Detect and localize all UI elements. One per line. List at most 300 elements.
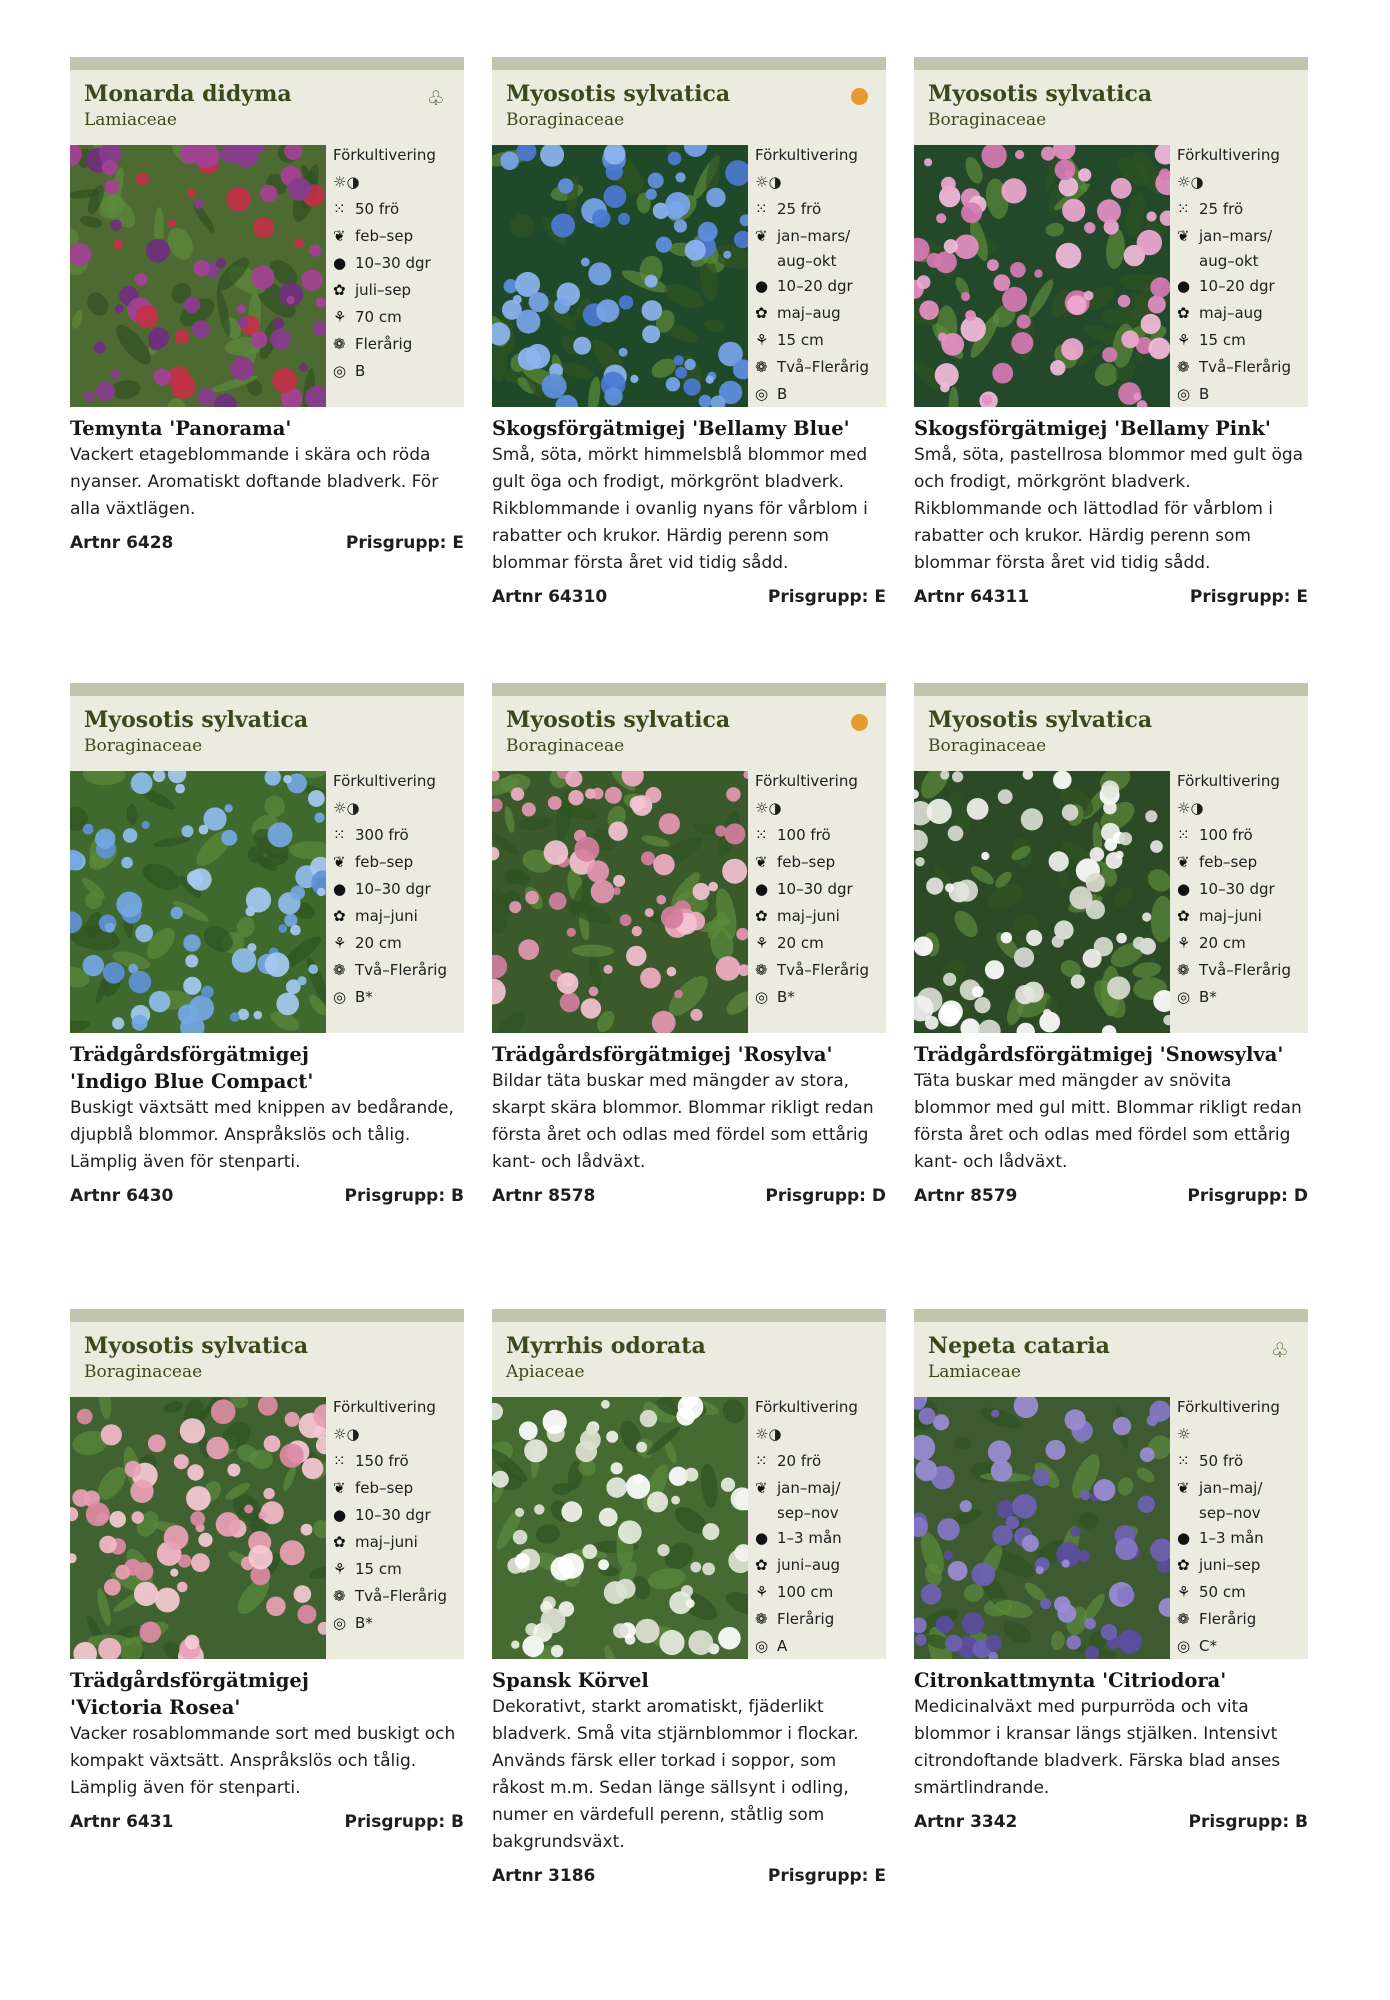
plant-photo-image xyxy=(70,145,326,407)
plant-photo-image xyxy=(914,1397,1170,1659)
germination-row xyxy=(333,251,463,278)
latin-name: Monarda didyma xyxy=(84,81,292,107)
lifecycle-icon: ❁ xyxy=(333,1587,346,1605)
card-footer xyxy=(914,1812,1308,1832)
height-icon: ⚘ xyxy=(1177,934,1191,952)
seeds-icon: ⁙ xyxy=(333,826,346,844)
bloom-row xyxy=(1177,301,1307,328)
description: Vackert etageblommande i skära och röda nyanser. Aromatiskt doftande bladverk. För alla växtlägen. xyxy=(70,445,439,519)
sowing-time: jan–maj/ sep–nov xyxy=(777,1479,841,1522)
lifecycle-icon: ❁ xyxy=(1177,1610,1190,1628)
zone-icon: ◎ xyxy=(1177,385,1191,403)
sprout-icon: ❦ xyxy=(1177,1479,1190,1497)
germination-row xyxy=(1177,877,1307,904)
plant-photo xyxy=(70,771,326,1033)
card-header xyxy=(492,683,886,1033)
hardiness-zone: B* xyxy=(777,988,795,1006)
article-number: Artnr 8579 xyxy=(914,1186,1018,1206)
height-row xyxy=(333,1557,463,1584)
light-row xyxy=(1177,1422,1307,1449)
growing-info xyxy=(755,1396,885,1661)
product-card[interactable] xyxy=(492,57,886,683)
zone-icon: ◎ xyxy=(1177,988,1191,1006)
plant-family: Lamiaceae xyxy=(84,110,177,130)
plant-family: Boraginaceae xyxy=(928,110,1047,130)
card-footer xyxy=(492,1186,886,1206)
height-row xyxy=(333,931,463,958)
germination-row xyxy=(755,274,885,301)
growing-info xyxy=(333,770,463,1012)
zone-icon: ◎ xyxy=(333,1614,347,1632)
common-name: Trädgårdsförgätmigej 'Victoria Rosea' xyxy=(70,1669,309,1719)
bloom-row xyxy=(1177,904,1307,931)
seeds-icon: ⁙ xyxy=(1177,200,1190,218)
product-card[interactable] xyxy=(914,683,1308,1309)
price-group: Prisgrupp: E xyxy=(767,1866,886,1886)
bloom-row xyxy=(333,1530,463,1557)
plant-family: Boraginaceae xyxy=(506,110,625,130)
card-header xyxy=(492,1309,886,1659)
bloom-row xyxy=(755,1553,885,1580)
lifecycle-row xyxy=(1177,1607,1307,1634)
bloom-time: maj–aug xyxy=(777,304,841,322)
bloom-time: juni–aug xyxy=(777,1556,841,1574)
cultivation-label: Förkultivering xyxy=(1177,1398,1280,1416)
lifecycle-icon: ❁ xyxy=(333,335,346,353)
common-name: Trädgårdsförgätmigej 'Rosylva' xyxy=(492,1043,833,1066)
lifecycle-row xyxy=(755,355,885,382)
card-footer xyxy=(492,587,886,607)
germination-time: 10–30 dgr xyxy=(355,1506,431,1524)
germination-time: 1–3 mån xyxy=(1199,1529,1264,1547)
sprout-icon: ❦ xyxy=(1177,853,1190,871)
sun-icon: ☼◑ xyxy=(1177,799,1204,817)
growing-info xyxy=(1177,144,1307,409)
seed-count: 100 frö xyxy=(777,826,831,844)
germination-row xyxy=(755,877,885,904)
lifecycle: Flerårig xyxy=(1199,1610,1257,1628)
lifecycle-icon: ❁ xyxy=(333,961,346,979)
hardiness-zone: B* xyxy=(355,988,373,1006)
plant-family: Boraginaceae xyxy=(928,736,1047,756)
seed-count: 50 frö xyxy=(355,200,400,218)
sprout-icon: ❦ xyxy=(333,227,346,245)
card-header xyxy=(914,683,1308,1033)
product-card[interactable] xyxy=(70,1309,464,1935)
card-footer xyxy=(70,533,464,553)
lifecycle-icon: ❁ xyxy=(755,358,768,376)
article-number: Artnr 64311 xyxy=(914,587,1030,607)
seed-count: 25 frö xyxy=(1199,200,1244,218)
lifecycle-icon: ❁ xyxy=(1177,358,1190,376)
plant-photo xyxy=(70,145,326,407)
zone-row xyxy=(755,985,885,1012)
common-name: Skogsförgätmigej 'Bellamy Blue' xyxy=(492,417,850,440)
sowing-time: feb–sep xyxy=(355,853,414,871)
germination-row xyxy=(755,1526,885,1553)
hardiness-zone: B xyxy=(1199,385,1210,403)
card-header xyxy=(70,57,464,407)
card-header xyxy=(70,1309,464,1659)
sowing-time: jan–mars/ aug–okt xyxy=(777,227,851,270)
card-footer xyxy=(914,1186,1308,1206)
cultivation-label: Förkultivering xyxy=(333,772,436,790)
common-name: Trädgårdsförgätmigej 'Snowsylva' xyxy=(914,1043,1284,1066)
bloom-time: juli–sep xyxy=(355,281,412,299)
card-header xyxy=(492,57,886,407)
sun-icon: ☼◑ xyxy=(333,1425,360,1443)
price-group: Prisgrupp: B xyxy=(344,1186,464,1206)
description: Buskigt växtsätt med knippen av bedårande, djupblå blommor. Anspråkslös och tålig. Lämplig även för stenparti. xyxy=(70,1098,454,1172)
seed-count: 300 frö xyxy=(355,826,409,844)
bloom-row xyxy=(1177,1553,1307,1580)
lifecycle-row xyxy=(755,958,885,985)
plant-height: 70 cm xyxy=(355,308,402,326)
seed-count: 20 frö xyxy=(777,1452,822,1470)
article-number: Artnr 6430 xyxy=(70,1186,174,1206)
plant-height: 20 cm xyxy=(1199,934,1246,952)
zone-row xyxy=(1177,382,1307,409)
latin-name: Myrrhis odorata xyxy=(506,1333,706,1359)
height-icon: ⚘ xyxy=(333,308,347,326)
description: Täta buskar med mängder av snövita blommor med gul mitt. Blommar rikligt redan första året och odlas med fördel som ettårig kant- och lådväxt. xyxy=(914,1071,1302,1172)
germination-time: 10–30 dgr xyxy=(1199,880,1275,898)
price-group: Prisgrupp: B xyxy=(1188,1812,1308,1832)
growing-info xyxy=(755,770,885,1012)
plant-photo-image xyxy=(70,1397,326,1659)
plant-photo xyxy=(70,1397,326,1659)
latin-name: Myosotis sylvatica xyxy=(84,707,309,733)
zone-icon: ◎ xyxy=(755,1637,769,1655)
description: Små, söta, mörkt himmelsblå blommor med gult öga och frodigt, mörkgrönt bladverk. Rikblommande i ovanlig nyans för vårblom i rabatter och krukor. Härdig perenn som blommar första året vid tidig sådd. xyxy=(492,445,868,573)
plant-height: 15 cm xyxy=(355,1560,402,1578)
plant-height: 20 cm xyxy=(355,934,402,952)
light-row xyxy=(333,796,463,823)
plant-photo-image xyxy=(492,771,748,1033)
description: Bildar täta buskar med mängder av stora, skarpt skära blommor. Blommar rikligt redan första året och odlas med fördel som ettårig kant- och lådväxt. xyxy=(492,1071,874,1172)
zone-row xyxy=(333,1611,463,1638)
seed-count: 50 frö xyxy=(1199,1452,1244,1470)
zone-row xyxy=(1177,1634,1307,1661)
bloom-row xyxy=(755,904,885,931)
sprout-icon: ❦ xyxy=(1177,227,1190,245)
zone-icon: ◎ xyxy=(755,385,769,403)
sun-icon: ☼◑ xyxy=(333,173,360,191)
lifecycle: Flerårig xyxy=(355,335,413,353)
bloom-row xyxy=(755,301,885,328)
height-icon: ⚘ xyxy=(755,331,769,349)
card-footer xyxy=(70,1812,464,1832)
plant-family: Boraginaceae xyxy=(506,736,625,756)
sun-icon: ☼◑ xyxy=(755,1425,782,1443)
article-number: Artnr 3342 xyxy=(914,1812,1018,1832)
growing-info xyxy=(755,144,885,409)
plant-photo-image xyxy=(914,145,1170,407)
sowing-time: jan–mars/ aug–okt xyxy=(1199,227,1273,270)
sprout-icon: ❦ xyxy=(755,853,768,871)
common-name: Trädgårdsförgätmigej 'Indigo Blue Compact' xyxy=(70,1043,314,1093)
plant-family: Boraginaceae xyxy=(84,736,203,756)
plant-photo xyxy=(914,145,1170,407)
sowing-row xyxy=(755,1476,885,1526)
sun-icon: ☼◑ xyxy=(333,799,360,817)
plant-photo xyxy=(492,1397,748,1659)
lifecycle-row xyxy=(333,1584,463,1611)
product-card[interactable] xyxy=(914,57,1308,683)
flower-icon: ✿ xyxy=(755,304,768,322)
latin-name: Myosotis sylvatica xyxy=(928,707,1153,733)
flower-icon: ✿ xyxy=(1177,1556,1190,1574)
light-row xyxy=(1177,170,1307,197)
price-group: Prisgrupp: B xyxy=(344,1812,464,1832)
flower-icon: ✿ xyxy=(333,907,346,925)
height-row xyxy=(1177,1580,1307,1607)
bee-icon: ♧ xyxy=(427,86,445,110)
lifecycle-row xyxy=(755,1607,885,1634)
bee-icon: ♧ xyxy=(1271,1338,1289,1362)
germination-row xyxy=(1177,274,1307,301)
article-number: Artnr 6431 xyxy=(70,1812,174,1832)
hardiness-zone: B* xyxy=(1199,988,1217,1006)
growing-info xyxy=(1177,1396,1307,1661)
plant-height: 50 cm xyxy=(1199,1583,1246,1601)
seeds-row xyxy=(1177,197,1307,224)
lifecycle-icon: ❁ xyxy=(755,961,768,979)
sprout-icon: ❦ xyxy=(755,227,768,245)
lifecycle: Två–Flerårig xyxy=(355,961,447,979)
light-row xyxy=(755,1422,885,1449)
seed-count: 150 frö xyxy=(355,1452,409,1470)
product-card[interactable] xyxy=(492,1309,886,1935)
latin-name: Myosotis sylvatica xyxy=(506,81,731,107)
latin-name: Myosotis sylvatica xyxy=(506,707,731,733)
seeds-icon: ⁙ xyxy=(755,826,768,844)
sowing-time: feb–sep xyxy=(355,227,414,245)
seeds-icon: ⁙ xyxy=(333,1452,346,1470)
price-group: Prisgrupp: D xyxy=(765,1186,886,1206)
hardiness-zone: B xyxy=(355,362,366,380)
lifecycle: Två–Flerårig xyxy=(777,358,869,376)
description: Små, söta, pastellrosa blommor med gult öga och frodigt, mörkgrönt bladverk. Rikblommande och lättodlad för vårblom i rabatter och krukor. Härdig perenn som blommar första året vid tidig sådd. xyxy=(914,445,1304,573)
plant-height: 15 cm xyxy=(1199,331,1246,349)
sun-icon: ☼◑ xyxy=(755,799,782,817)
lifecycle: Två–Flerårig xyxy=(355,1587,447,1605)
sowing-time: feb–sep xyxy=(355,1479,414,1497)
card-header xyxy=(914,1309,1308,1659)
common-name: Citronkattmynta 'Citriodora' xyxy=(914,1669,1227,1692)
price-group: Prisgrupp: E xyxy=(1189,587,1308,607)
latin-name: Nepeta cataria xyxy=(928,1333,1110,1359)
height-row xyxy=(755,1580,885,1607)
seeds-icon: ⁙ xyxy=(755,1452,768,1470)
seeds-icon: ⁙ xyxy=(755,200,768,218)
zone-row xyxy=(333,359,463,386)
seed-drop-icon: ● xyxy=(333,1506,347,1524)
bloom-time: maj–juni xyxy=(355,907,418,925)
seed-drop-icon: ● xyxy=(1177,277,1191,295)
sowing-time: jan–maj/ sep–nov xyxy=(1199,1479,1263,1522)
height-row xyxy=(1177,931,1307,958)
bloom-time: juni–sep xyxy=(1199,1556,1261,1574)
light-row xyxy=(333,1422,463,1449)
germination-row xyxy=(333,1503,463,1530)
latin-name: Myosotis sylvatica xyxy=(84,1333,309,1359)
bloom-time: maj–aug xyxy=(1199,304,1263,322)
common-name: Skogsförgätmigej 'Bellamy Pink' xyxy=(914,417,1271,440)
sprout-icon: ❦ xyxy=(755,1479,768,1497)
card-header xyxy=(914,57,1308,407)
product-card[interactable] xyxy=(70,683,464,1309)
hardiness-zone: B* xyxy=(355,1614,373,1632)
growing-info xyxy=(1177,770,1307,1012)
zone-row xyxy=(755,382,885,409)
sun-icon: ☼◑ xyxy=(755,173,782,191)
plant-photo-image xyxy=(492,1397,748,1659)
sowing-row xyxy=(333,224,463,251)
article-number: Artnr 64310 xyxy=(492,587,608,607)
height-row xyxy=(333,305,463,332)
seeds-row xyxy=(333,1449,463,1476)
article-number: Artnr 6428 xyxy=(70,533,174,553)
height-row xyxy=(1177,328,1307,355)
product-card[interactable] xyxy=(914,1309,1308,1935)
plant-height: 15 cm xyxy=(777,331,824,349)
bloom-row xyxy=(333,904,463,931)
height-row xyxy=(755,328,885,355)
zone-icon: ◎ xyxy=(333,362,347,380)
lifecycle-row xyxy=(333,958,463,985)
sowing-row xyxy=(1177,850,1307,877)
flower-icon: ✿ xyxy=(755,907,768,925)
germination-time: 10–20 dgr xyxy=(777,277,853,295)
bloom-time: maj–juni xyxy=(1199,907,1262,925)
height-icon: ⚘ xyxy=(333,934,347,952)
orange-dot-icon xyxy=(851,714,868,731)
cultivation-label: Förkultivering xyxy=(333,146,436,164)
seed-drop-icon: ● xyxy=(1177,1529,1191,1547)
plant-photo xyxy=(492,771,748,1033)
light-row xyxy=(755,796,885,823)
hardiness-zone: B xyxy=(777,385,788,403)
product-grid xyxy=(70,57,1308,1935)
seeds-row xyxy=(755,197,885,224)
height-icon: ⚘ xyxy=(333,1560,347,1578)
germination-time: 1–3 mån xyxy=(777,1529,842,1547)
card-footer xyxy=(70,1186,464,1206)
height-icon: ⚘ xyxy=(755,1583,769,1601)
plant-photo xyxy=(492,145,748,407)
zone-row xyxy=(1177,985,1307,1012)
plant-photo xyxy=(914,1397,1170,1659)
cultivation-label: Förkultivering xyxy=(755,146,858,164)
sowing-row xyxy=(333,1476,463,1503)
lifecycle-icon: ❁ xyxy=(1177,961,1190,979)
cultivation-label: Förkultivering xyxy=(333,1398,436,1416)
seeds-row xyxy=(1177,1449,1307,1476)
product-card[interactable] xyxy=(70,57,464,683)
sowing-time: feb–sep xyxy=(1199,853,1258,871)
lifecycle-icon: ❁ xyxy=(755,1610,768,1628)
price-group: Prisgrupp: D xyxy=(1187,1186,1308,1206)
seeds-row xyxy=(333,823,463,850)
germination-time: 10–20 dgr xyxy=(1199,277,1275,295)
light-row xyxy=(755,170,885,197)
plant-photo-image xyxy=(70,771,326,1033)
seeds-icon: ⁙ xyxy=(333,200,346,218)
common-name: Temynta 'Panorama' xyxy=(70,417,292,440)
seeds-icon: ⁙ xyxy=(1177,826,1190,844)
plant-family: Apiaceae xyxy=(506,1362,585,1382)
seed-drop-icon: ● xyxy=(1177,880,1191,898)
orange-dot-icon xyxy=(851,88,868,105)
cultivation-label: Förkultivering xyxy=(1177,146,1280,164)
germination-row xyxy=(333,877,463,904)
cultivation-label: Förkultivering xyxy=(1177,772,1280,790)
germination-row xyxy=(1177,1526,1307,1553)
seed-drop-icon: ● xyxy=(333,880,347,898)
seed-drop-icon: ● xyxy=(333,254,347,272)
seeds-row xyxy=(1177,823,1307,850)
product-card[interactable] xyxy=(492,683,886,1309)
height-row xyxy=(755,931,885,958)
lifecycle-row xyxy=(1177,958,1307,985)
height-icon: ⚘ xyxy=(1177,331,1191,349)
sun-icon: ☼◑ xyxy=(1177,173,1204,191)
sowing-row xyxy=(1177,1476,1307,1526)
seed-drop-icon: ● xyxy=(755,1529,769,1547)
seed-count: 25 frö xyxy=(777,200,822,218)
description: Dekorativt, starkt aromatiskt, fjäderlikt bladverk. Små vita stjärnblommor i flockar. Används färsk eller torkad i soppor, som råkost m.m. Sedan länge sällsynt i odling, numer en värdefull perenn, ståtlig som bakgrundsväxt. xyxy=(492,1697,859,1852)
sowing-time: feb–sep xyxy=(777,853,836,871)
light-row xyxy=(333,170,463,197)
height-icon: ⚘ xyxy=(755,934,769,952)
flower-icon: ✿ xyxy=(755,1556,768,1574)
seeds-row xyxy=(333,197,463,224)
plant-family: Boraginaceae xyxy=(84,1362,203,1382)
sowing-row xyxy=(755,850,885,877)
latin-name: Myosotis sylvatica xyxy=(928,81,1153,107)
flower-icon: ✿ xyxy=(1177,907,1190,925)
plant-family: Lamiaceae xyxy=(928,1362,1021,1382)
light-row xyxy=(1177,796,1307,823)
description: Medicinalväxt med purpurröda och vita blommor i kransar längs stjälken. Intensivt citrondoftande bladverk. Färska blad anses smärtlindrande. xyxy=(914,1697,1281,1798)
sprout-icon: ❦ xyxy=(333,1479,346,1497)
zone-icon: ◎ xyxy=(755,988,769,1006)
hardiness-zone: C* xyxy=(1199,1637,1217,1655)
plant-height: 20 cm xyxy=(777,934,824,952)
card-header xyxy=(70,683,464,1033)
common-name: Spansk Körvel xyxy=(492,1669,649,1692)
plant-photo-image xyxy=(914,771,1170,1033)
plant-height: 100 cm xyxy=(777,1583,834,1601)
lifecycle: Två–Flerårig xyxy=(777,961,869,979)
article-number: Artnr 3186 xyxy=(492,1866,596,1886)
flower-icon: ✿ xyxy=(333,1533,346,1551)
plant-photo-image xyxy=(492,145,748,407)
seed-drop-icon: ● xyxy=(755,277,769,295)
bloom-time: maj–juni xyxy=(777,907,840,925)
description: Vacker rosablommande sort med buskigt och kompakt växtsätt. Anspråkslös och tålig. Lämplig även för stenparti. xyxy=(70,1724,456,1798)
sun-icon: ☼ xyxy=(1177,1425,1191,1443)
growing-info xyxy=(333,144,463,386)
hardiness-zone: A xyxy=(777,1637,788,1655)
lifecycle-row xyxy=(1177,355,1307,382)
price-group: Prisgrupp: E xyxy=(345,533,464,553)
seeds-row xyxy=(755,1449,885,1476)
cultivation-label: Förkultivering xyxy=(755,1398,858,1416)
flower-icon: ✿ xyxy=(1177,304,1190,322)
seeds-row xyxy=(755,823,885,850)
